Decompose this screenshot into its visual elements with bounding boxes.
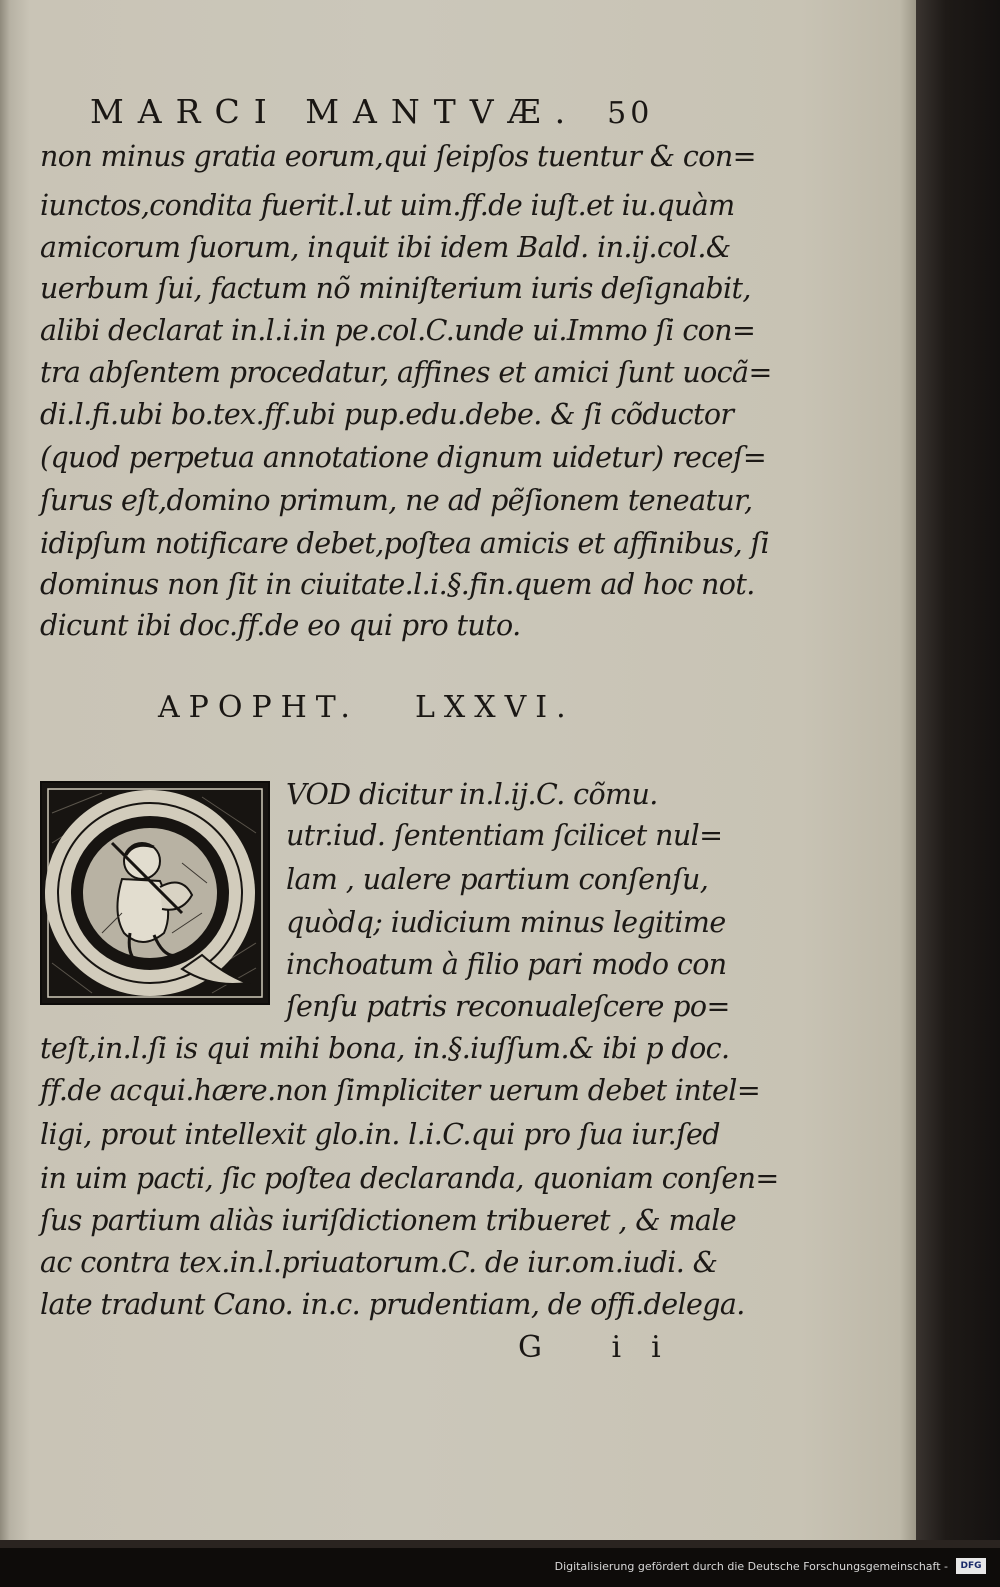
- credit-text: Digitalisierung gefördert durch die Deutsche Forschungsgemeinschaft -: [554, 1560, 948, 1573]
- decorated-initial-q: [40, 781, 270, 1005]
- text-line: lam , ualere partium conſenſu,: [286, 863, 709, 896]
- text-line: ſurus eſt,domino primum, ne ad pẽſionem teneatur,: [40, 484, 753, 517]
- text-line: inchoatum à filio pari modo con: [286, 948, 727, 981]
- text-line: teſt,in.l.ſi is qui mihi bona, in.§.iuſſum.& ibi p doc.: [40, 1032, 730, 1065]
- text-line: dicunt ibi doc.ff.de eo qui pro tuto.: [40, 609, 521, 642]
- section-heading-number: LXXVI.: [414, 690, 575, 725]
- running-header: [90, 92, 670, 131]
- text-line: dominus non ſit in ciuitate.l.i.§.fin.quem ad hoc not.: [40, 568, 755, 601]
- text-line: iunctos,condita fuerit.l.ut uim.ff.de iuſt.et iu.quàm: [40, 189, 735, 222]
- section-heading: [158, 690, 575, 725]
- text-line: ac contra tex.in.l.priuatorum.C. de iur.om.iudi. &: [40, 1246, 718, 1279]
- text-line: VOD dicitur in.l.ij.C. cõmu.: [286, 778, 658, 811]
- book-binding-edge: [916, 0, 1000, 1540]
- text-line: ſenſu patris reconualeſcere po=: [286, 990, 730, 1023]
- text-line: uerbum ſui, factum nõ miniſterium iuris deſignabit,: [40, 272, 751, 305]
- section-heading-label: APOPHT.: [158, 690, 359, 725]
- text-line: ſus partium aliàs iuriſdictionem tribueret , & male: [40, 1204, 737, 1237]
- text-line: ligi, prout intellexit glo.in. l.i.C.qui pro ſua iur.ſed: [40, 1118, 720, 1151]
- text-line: alibi declarat in.l.i.in pe.col.C.unde ui.Immo ſi con=: [40, 314, 756, 347]
- text-line: di.l.fi.ubi bo.tex.ff.ubi pup.edu.debe. & ſi cõductor: [40, 398, 734, 431]
- running-title: MARCI MANTVÆ.: [90, 92, 580, 131]
- text-line: in uim pacti, ſic poſtea declaranda, quoniam conſen=: [40, 1162, 779, 1195]
- text-line: amicorum ſuorum, inquit ibi idem Bald. in.ij.col.&: [40, 231, 731, 264]
- text-line: tra abſentem procedatur, affines et amici ſunt uocã=: [40, 356, 772, 389]
- text-line: idipſum notificare debet,poſtea amicis et affinibus, ſi: [40, 527, 769, 560]
- text-line: utr.iud. ſententiam ſcilicet nul=: [286, 819, 723, 852]
- text-line: quòdq; iudicium minus legitime: [286, 906, 726, 939]
- digitization-credit-bar: [0, 1548, 1000, 1587]
- text-line: (quod perpetua annotatione dignum uidetur) receſ=: [40, 441, 767, 474]
- text-line: non minus gratia eorum,qui ſeipſos tuentur & con=: [40, 140, 756, 173]
- folio-number: 50: [607, 96, 654, 131]
- woodcut-initial-illustration: [42, 783, 268, 1003]
- text-line: ff.de acqui.hære.non ſimpliciter uerum debet intel=: [40, 1074, 761, 1107]
- dfg-logo: DFG: [956, 1558, 986, 1574]
- text-line: late tradunt Cano. in.c. prudentiam, de offi.delega.: [40, 1288, 745, 1321]
- signature-mark: G ii: [518, 1330, 691, 1365]
